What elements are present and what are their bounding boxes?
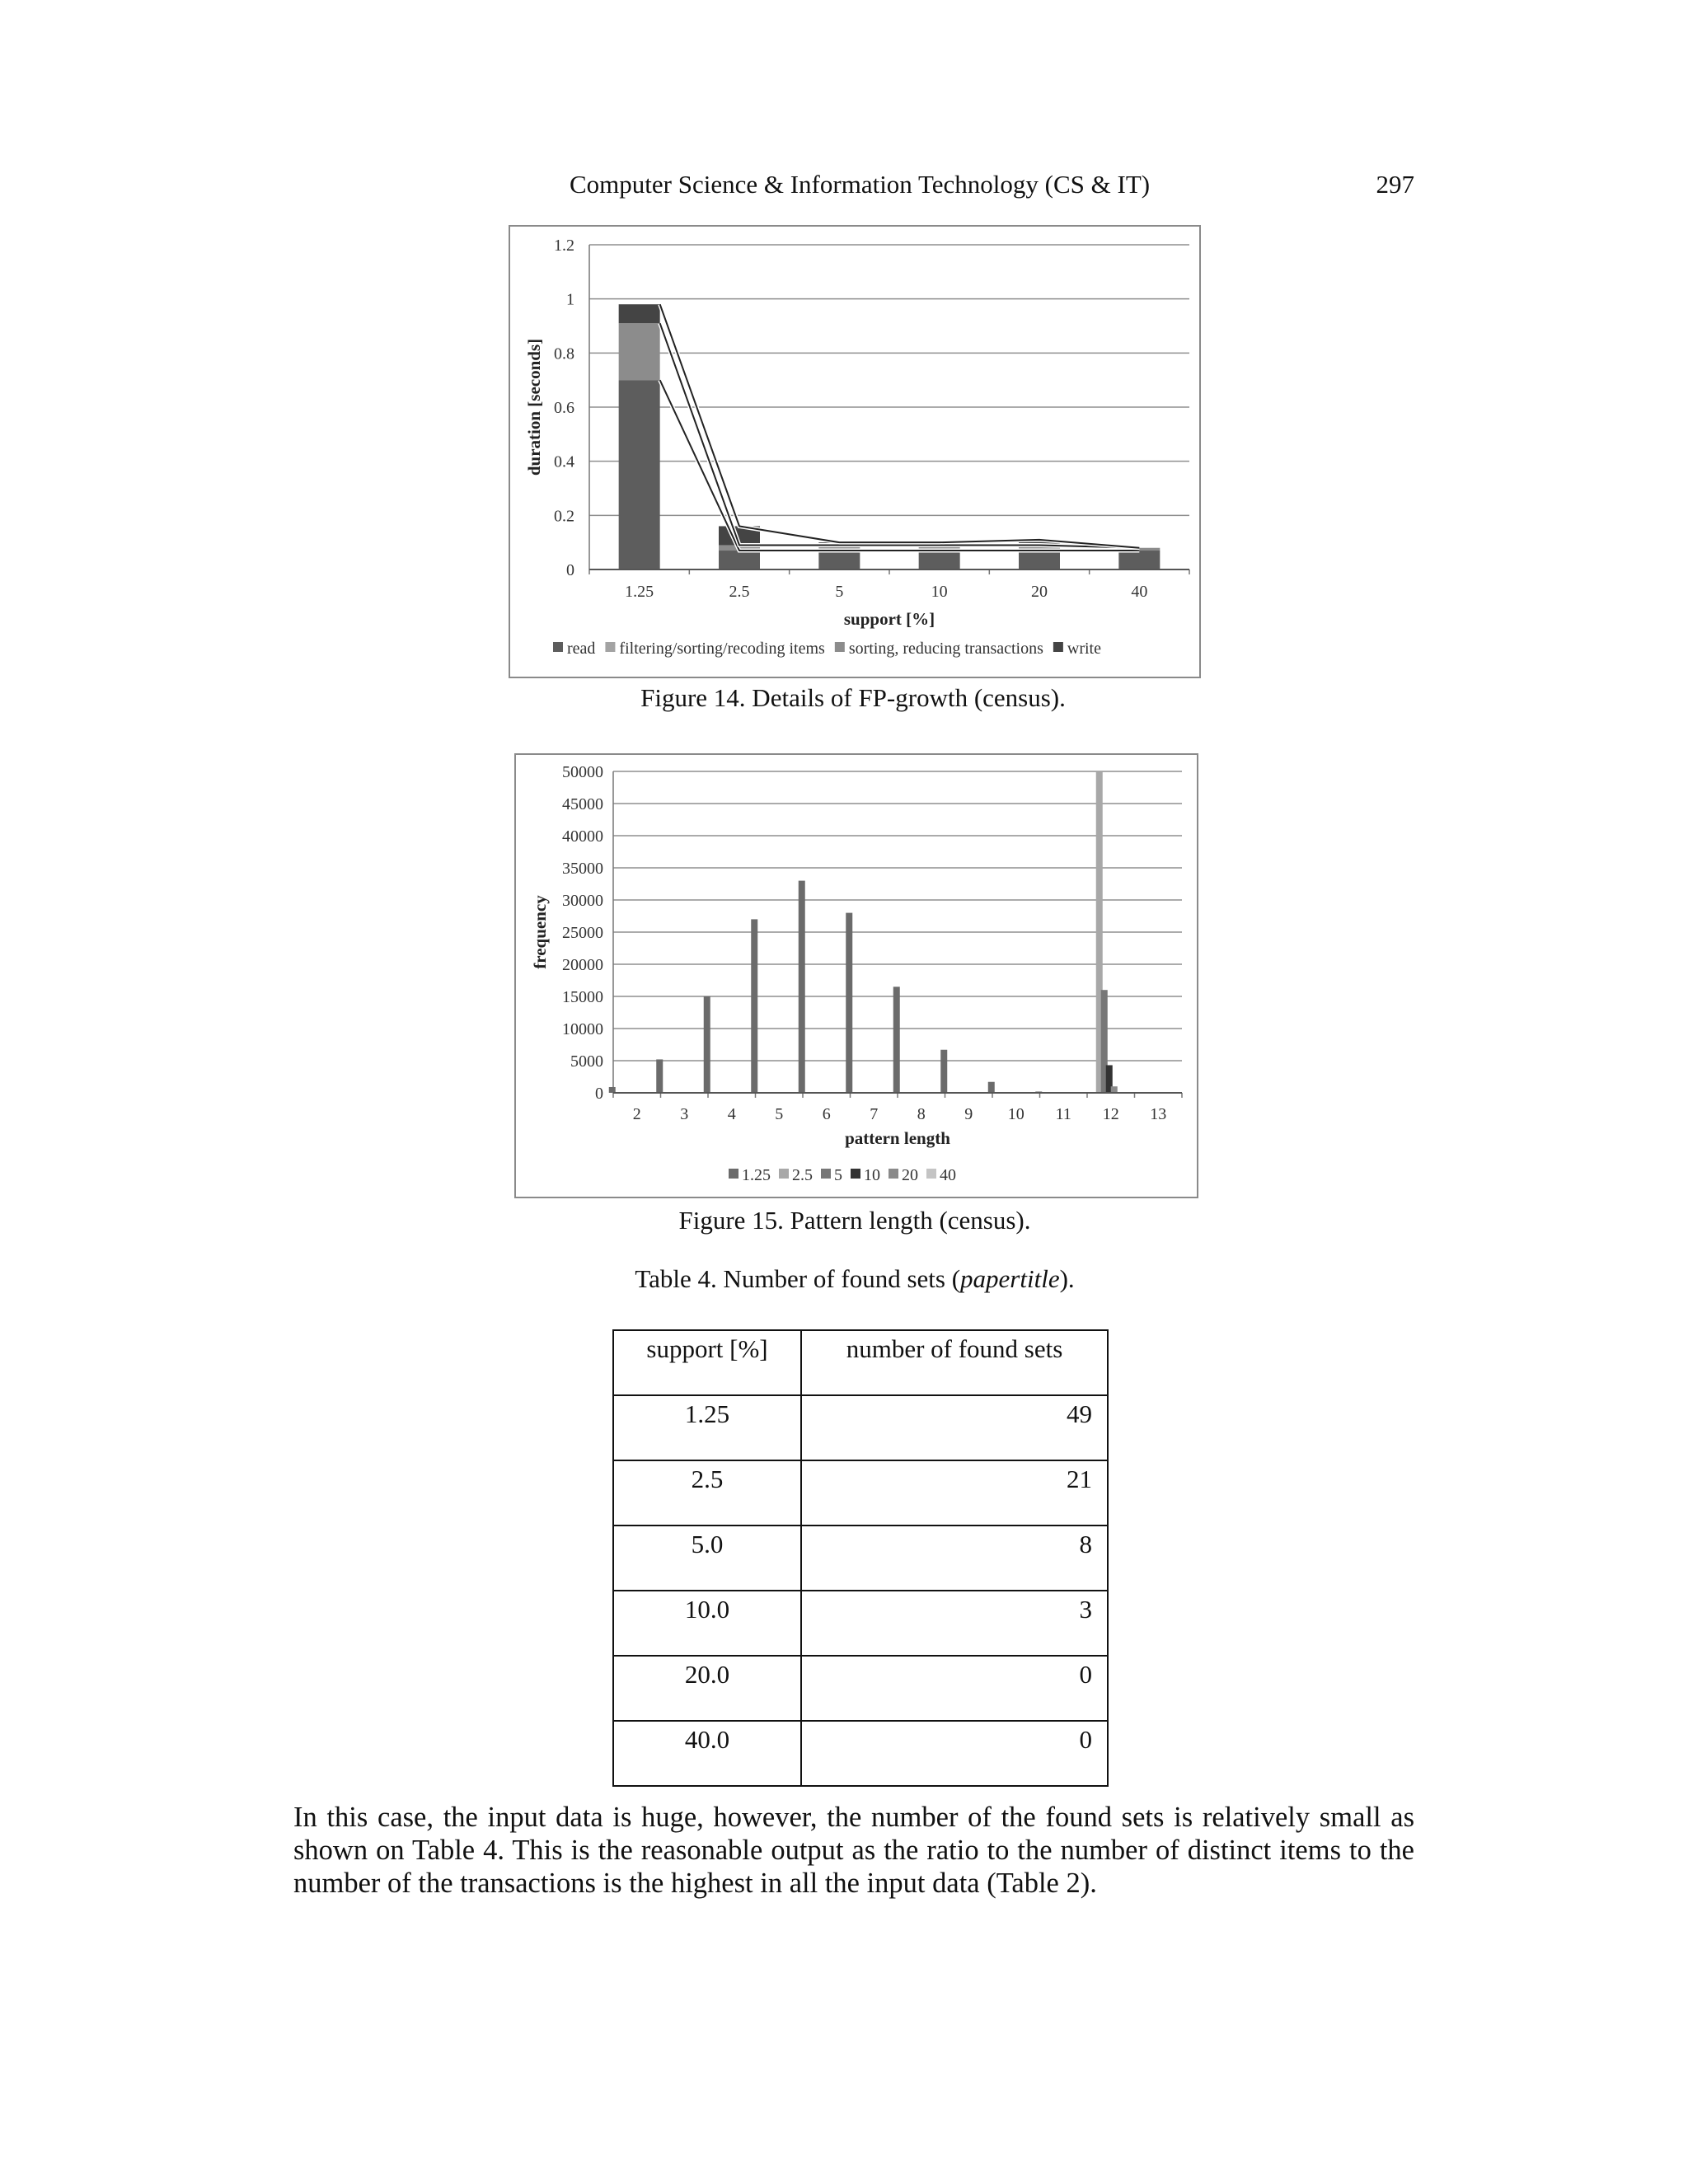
table-cell-support: 1.25 [613,1395,801,1460]
bar-segment-sorting [619,323,660,380]
table-row [613,1591,1108,1656]
table-row [613,1395,1108,1460]
bar-20 [1111,1086,1118,1093]
bar-segment-write [619,304,660,323]
y-tick-label: 40000 [562,827,603,846]
y-tick-label: 1 [566,290,574,309]
table-cell-support: 20.0 [613,1656,801,1721]
figure-14-svg [510,227,1199,677]
table-4 [612,1329,1109,1787]
legend-label: 20 [902,1166,918,1184]
y-tick-label: 35000 [562,860,603,878]
legend-label: filtering/sorting/recoding items [619,640,825,658]
y-tick-label: 1.2 [554,237,574,255]
table-header-count: number of found sets [801,1330,1108,1395]
figure-15-svg [516,755,1197,1197]
legend-swatch [1053,642,1063,652]
table-cell-count: 3 [801,1591,1108,1656]
legend-swatch [835,642,845,652]
legend-label: 1.25 [742,1166,771,1184]
x-tick-label: 10 [931,583,948,601]
legend-swatch [779,1169,789,1179]
bar-segment-read [919,551,960,569]
table-row [613,1721,1108,1786]
legend-swatch [553,642,563,652]
table-cell-count: 0 [801,1721,1108,1786]
figure-15-chart [514,753,1198,1198]
x-axis-title: support [%] [843,609,935,629]
bar-1.25 [799,881,805,1093]
x-tick-label: 40 [1131,583,1148,601]
table-cell-support: 10.0 [613,1591,801,1656]
legend-label: sorting, reducing transactions [848,640,1043,658]
x-tick-label: 5 [835,583,844,601]
x-tick-label: 2.5 [729,583,750,601]
table-cell-count: 8 [801,1526,1108,1591]
legend-swatch [926,1169,936,1179]
bar-segment-read [1019,551,1060,569]
bar-segment-read [818,551,860,569]
bar-1.25 [846,913,852,1093]
y-tick-label: 5000 [570,1052,603,1071]
legend-label: 5 [834,1166,842,1184]
x-tick-label: 12 [1102,1105,1119,1123]
table-cell-support: 5.0 [613,1526,801,1591]
bar-segment-read [619,380,660,569]
figure-14-chart [509,225,1201,678]
x-tick-label: 11 [1055,1105,1071,1123]
table-header-support: support [%] [613,1330,801,1395]
y-axis-title: frequency [530,895,550,969]
table-row [613,1526,1108,1591]
y-tick-label: 45000 [562,795,603,813]
x-tick-label: 8 [917,1105,926,1123]
body-paragraph: In this case, the input data is huge, however, the number of the found sets is relatively small as shown on Table 4. This is the reasonable output as the ratio to the number of distinct items to the number of the transactions is the highest in all the input data (Table 2). [293,1802,1414,1899]
y-tick-label: 0 [595,1085,603,1103]
x-tick-label: 10 [1007,1105,1025,1123]
x-tick-label: 20 [1031,583,1048,601]
x-tick-label: 9 [964,1105,973,1123]
bar-1.25 [609,1087,616,1093]
y-tick-label: 15000 [562,988,603,1006]
y-tick-label: 30000 [562,892,603,910]
table-row [613,1460,1108,1526]
table-4-caption-prefix: Table 4. Number of found sets ( [635,1264,961,1293]
bar-segment-read [1118,551,1160,569]
figure-14-caption: Figure 14. Details of FP-growth (census). [640,683,1066,712]
legend-label: read [567,640,596,658]
legend-swatch [821,1169,831,1179]
table-cell-count: 21 [801,1460,1108,1526]
x-tick-label: 7 [870,1105,879,1123]
x-tick-label: 5 [775,1105,784,1123]
y-tick-label: 0.2 [554,507,574,526]
x-axis-title: pattern length [845,1128,950,1148]
legend-swatch [889,1169,898,1179]
legend-swatch [851,1169,860,1179]
legend-swatch [729,1169,738,1179]
series-line-halo [660,323,1140,548]
table-cell-support: 40.0 [613,1721,801,1786]
table-header-row [613,1330,1108,1395]
x-tick-label: 1.25 [625,583,654,601]
bar-1.25 [988,1082,995,1093]
table-cell-count: 0 [801,1656,1108,1721]
legend-label: 10 [864,1166,880,1184]
table-row [613,1656,1108,1721]
y-tick-label: 20000 [562,956,603,974]
y-tick-label: 10000 [562,1020,603,1038]
bar-1.25 [893,987,900,1093]
table-4-caption-suffix: ). [1059,1264,1075,1293]
y-tick-label: 25000 [562,924,603,942]
series-line-halo [660,304,1140,548]
y-tick-label: 0.8 [554,344,574,363]
y-tick-label: 0.4 [554,452,574,471]
table-cell-count: 49 [801,1395,1108,1460]
x-tick-label: 13 [1150,1105,1167,1123]
table-cell-support: 2.5 [613,1460,801,1526]
series-line [660,323,1140,548]
table-4-caption [514,1264,1195,1294]
bar-1.25 [704,996,710,1093]
figure-15-caption: Figure 15. Pattern length (census). [678,1206,1031,1235]
journal-title: Computer Science & Information Technology (CS & IT) [570,170,1151,199]
y-axis-title: duration [seconds] [524,338,544,476]
bar-1.25 [751,919,757,1093]
y-tick-label: 0 [566,561,574,579]
x-tick-label: 4 [727,1105,736,1123]
y-tick-label: 50000 [562,763,603,781]
table-4-caption-italic: papertitle [960,1264,1060,1293]
y-tick-label: 0.6 [554,399,574,417]
bar-1.25 [656,1059,663,1093]
legend-label: write [1067,640,1101,658]
x-tick-label: 3 [680,1105,689,1123]
legend-label: 40 [940,1166,956,1184]
x-tick-label: 6 [822,1105,831,1123]
legend-label: 2.5 [792,1166,813,1184]
x-tick-label: 2 [632,1105,641,1123]
bar-segment-read [719,551,760,569]
bar-1.25 [940,1050,947,1093]
legend-swatch [605,642,615,652]
page-number: 297 [1376,170,1414,199]
